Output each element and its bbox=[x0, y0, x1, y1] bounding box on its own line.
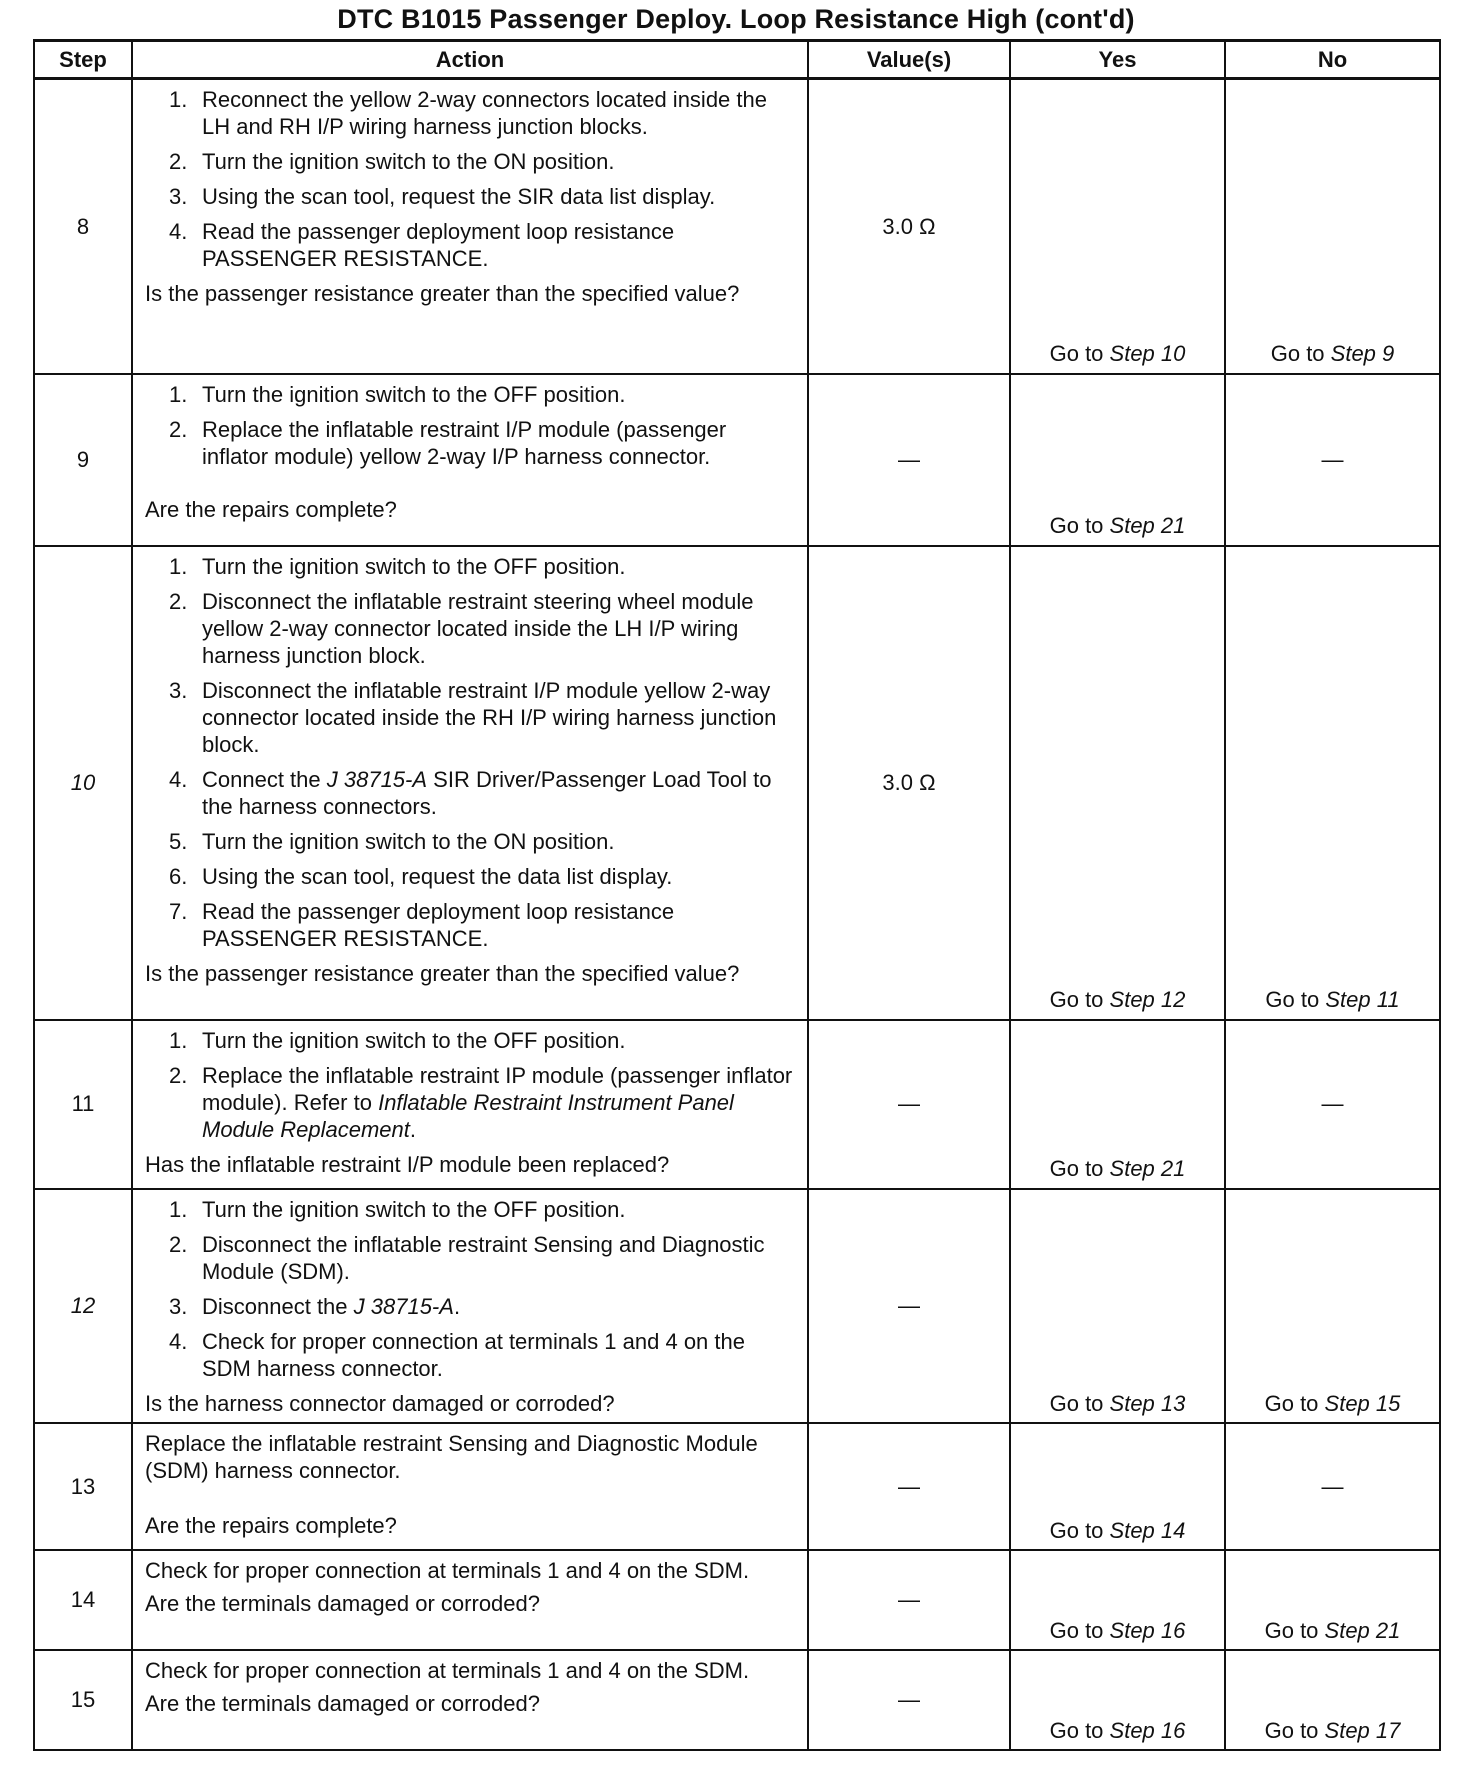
list-item: 5. Turn the ignition switch to the ON position. bbox=[169, 828, 615, 854]
table-row bbox=[34, 546, 1440, 1020]
yes-cell: Go to Step 16 bbox=[1010, 1650, 1225, 1750]
list-item: 4. Check for proper connection at terminals 1 and 4 on the SDM harness connector. bbox=[169, 1328, 745, 1381]
list-item: 3. Disconnect the inflatable restraint I/P module yellow 2-way connector located inside the RH I/P wiring harness junction block. bbox=[169, 677, 777, 757]
list-item: 2. Replace the inflatable restraint I/P module (passenger inflator module) yellow 2-way I/P harness connector. bbox=[169, 416, 727, 469]
value-cell: — bbox=[808, 1423, 1010, 1550]
no-cell: Go to Step 21 bbox=[1225, 1550, 1440, 1650]
list-item: 7. Read the passenger deployment loop resistance PASSENGER RESISTANCE. bbox=[169, 899, 675, 952]
action-steps bbox=[145, 381, 797, 470]
table-row bbox=[34, 1423, 1440, 1550]
action-text: Replace the inflatable restraint Sensing and Diagnostic Module (SDM) harness connector. bbox=[145, 1430, 758, 1483]
header-values: Value(s) bbox=[808, 41, 1010, 79]
yes-cell: Go to Step 12 bbox=[1010, 546, 1225, 1020]
list-item: 4. Connect the J 38715-A SIR Driver/Passenger Load Tool to the harness connectors. bbox=[169, 766, 772, 819]
value-cell: 3.0 Ω bbox=[808, 79, 1010, 374]
header-yes: Yes bbox=[1010, 41, 1225, 79]
list-item: 1. Turn the ignition switch to the OFF position. bbox=[169, 381, 626, 407]
value-cell: — bbox=[808, 374, 1010, 546]
action-steps bbox=[145, 553, 797, 953]
yes-cell: Go to Step 16 bbox=[1010, 1550, 1225, 1650]
value-cell: — bbox=[808, 1189, 1010, 1423]
list-item: 2. Disconnect the inflatable restraint steering wheel module yellow 2-way connector located inside the LH I/P wiring harness junction block. bbox=[169, 588, 754, 668]
header-no: No bbox=[1225, 41, 1440, 79]
no-cell: Go to Step 11 bbox=[1225, 546, 1440, 1020]
list-item: 6. Using the scan tool, request the data list display. bbox=[169, 863, 673, 889]
document-title: DTC B1015 Passenger Deploy. Loop Resistance High (cont'd) bbox=[337, 4, 1135, 34]
value-cell: — bbox=[808, 1650, 1010, 1750]
action-steps bbox=[145, 86, 797, 272]
list-item: 3. Using the scan tool, request the SIR data list display. bbox=[169, 184, 716, 210]
step-number: 11 bbox=[34, 1020, 132, 1189]
action-cell bbox=[132, 546, 808, 1020]
action-text: Check for proper connection at terminals 1 and 4 on the SDM. bbox=[145, 1557, 750, 1583]
action-cell bbox=[132, 374, 808, 546]
action-steps bbox=[145, 1027, 797, 1143]
question: Are the terminals damaged or corroded? bbox=[145, 1590, 540, 1616]
table-row bbox=[34, 1650, 1440, 1750]
yes-cell: Go to Step 14 bbox=[1010, 1423, 1225, 1550]
table-row bbox=[34, 1189, 1440, 1423]
list-item: 1. Reconnect the yellow 2-way connectors located inside the LH and RH I/P wiring harness junction blocks. bbox=[169, 87, 767, 140]
question: Has the inflatable restraint I/P module been replaced? bbox=[145, 1151, 670, 1177]
no-cell: — bbox=[1225, 1020, 1440, 1189]
yes-cell: Go to Step 10 bbox=[1010, 79, 1225, 374]
table-row bbox=[34, 79, 1440, 374]
no-cell: Go to Step 9 bbox=[1225, 79, 1440, 374]
action-cell bbox=[132, 1020, 808, 1189]
question: Are the repairs complete? bbox=[145, 496, 397, 522]
action-text: Check for proper connection at terminals 1 and 4 on the SDM. bbox=[145, 1657, 750, 1683]
table-header-row bbox=[34, 41, 1440, 79]
yes-cell: Go to Step 21 bbox=[1010, 1020, 1225, 1189]
table-row bbox=[34, 1550, 1440, 1650]
action-cell bbox=[132, 1423, 808, 1550]
list-item: 2. Disconnect the inflatable restraint Sensing and Diagnostic Module (SDM). bbox=[169, 1231, 765, 1284]
table-row bbox=[34, 1020, 1440, 1189]
question: Is the harness connector damaged or corroded? bbox=[145, 1390, 615, 1416]
value-cell: 3.0 Ω bbox=[808, 546, 1010, 1020]
list-item: 1. Turn the ignition switch to the OFF position. bbox=[169, 1196, 626, 1222]
no-cell: Go to Step 15 bbox=[1225, 1189, 1440, 1423]
diagnostic-table bbox=[33, 39, 1441, 1751]
list-item: 2. Turn the ignition switch to the ON position. bbox=[169, 149, 615, 175]
header-action: Action bbox=[132, 41, 808, 79]
action-cell bbox=[132, 1550, 808, 1650]
step-number: 10 bbox=[34, 546, 132, 1020]
question: Is the passenger resistance greater than the specified value? bbox=[145, 961, 740, 987]
yes-cell: Go to Step 13 bbox=[1010, 1189, 1225, 1423]
list-item: 3. Disconnect the J 38715-A. bbox=[169, 1293, 461, 1319]
action-cell bbox=[132, 1650, 808, 1750]
no-cell: Go to Step 17 bbox=[1225, 1650, 1440, 1750]
value-cell: — bbox=[808, 1020, 1010, 1189]
list-item: 1. Turn the ignition switch to the OFF position. bbox=[169, 553, 626, 579]
step-number: 8 bbox=[34, 79, 132, 374]
no-cell: — bbox=[1225, 1423, 1440, 1550]
list-item: 2. Replace the inflatable restraint IP module (passenger inflator module). Refer to Inflatable Restraint Instrument Panel Module Replacement. bbox=[169, 1062, 793, 1142]
yes-cell: Go to Step 21 bbox=[1010, 374, 1225, 546]
step-number: 14 bbox=[34, 1550, 132, 1650]
list-item: 4. Read the passenger deployment loop resistance PASSENGER RESISTANCE. bbox=[169, 219, 675, 272]
action-steps bbox=[145, 1196, 797, 1382]
question: Is the passenger resistance greater than the specified value? bbox=[145, 281, 740, 307]
list-item: 1. Turn the ignition switch to the OFF position. bbox=[169, 1027, 626, 1053]
action-cell bbox=[132, 1189, 808, 1423]
step-number: 13 bbox=[34, 1423, 132, 1550]
step-number: 12 bbox=[34, 1189, 132, 1423]
action-cell bbox=[132, 79, 808, 374]
question: Are the terminals damaged or corroded? bbox=[145, 1690, 540, 1716]
table-row bbox=[34, 374, 1440, 546]
value-cell: — bbox=[808, 1550, 1010, 1650]
no-cell: — bbox=[1225, 374, 1440, 546]
question: Are the repairs complete? bbox=[145, 1512, 397, 1538]
step-number: 15 bbox=[34, 1650, 132, 1750]
step-number: 9 bbox=[34, 374, 132, 546]
header-step: Step bbox=[34, 41, 132, 79]
